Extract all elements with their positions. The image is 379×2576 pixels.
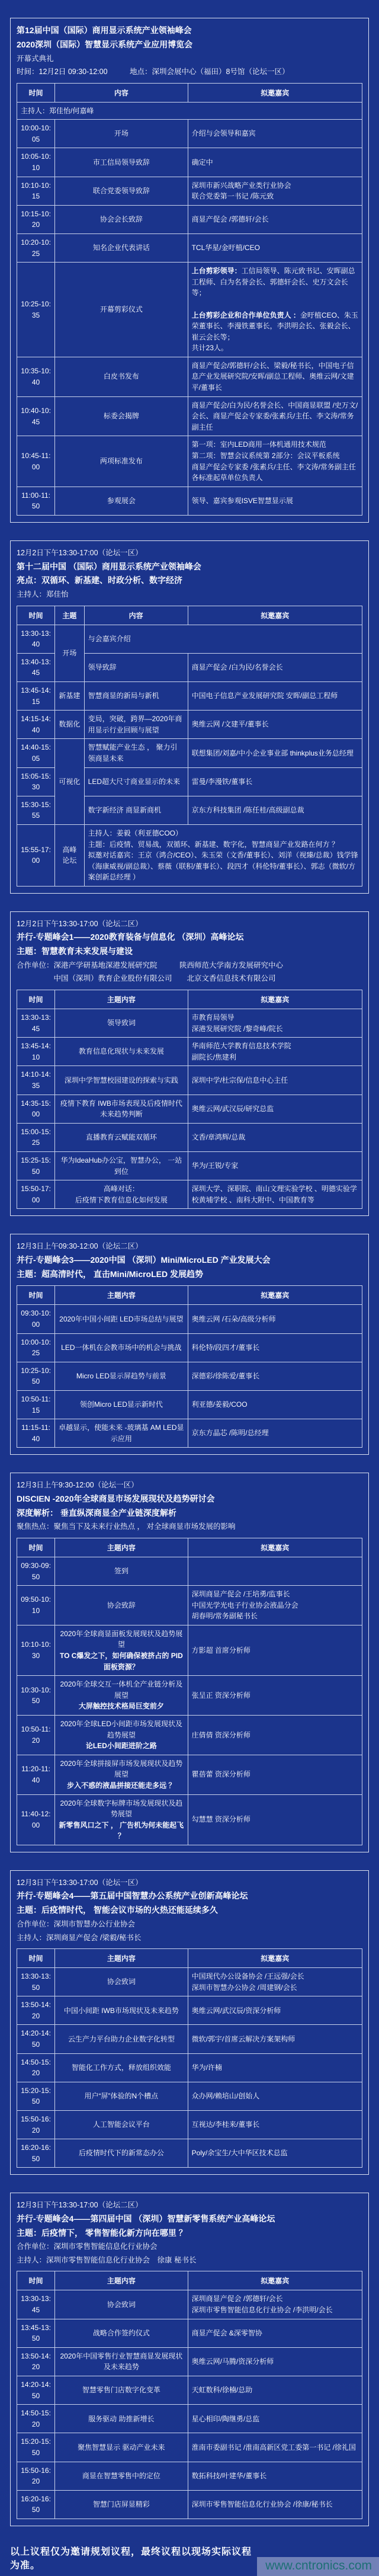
- table-cell: 深圳市新兴战略产业类行业协会 联合党委第一书记 /陈元致: [188, 177, 362, 205]
- section-header-line: 主题：后疫情时代， 智能会议市场的火热还能延续多久: [17, 1905, 218, 1915]
- table-cell: 10:35-10:40: [17, 357, 55, 396]
- section-header-line: 并行-专题峰会1——2020教育装备与信息化 （深圳）高峰论坛: [17, 932, 244, 942]
- table-cell: 14:15-14:40: [17, 711, 55, 739]
- table-cell: 高峰 论坛: [55, 824, 85, 886]
- table-cell: 14:50-15:20: [17, 2053, 55, 2082]
- table-cell: 13:30-13:45: [17, 2290, 55, 2319]
- table-cell: 13:40-13:45: [17, 653, 55, 681]
- table-cell: 华为/许楠: [188, 2053, 362, 2082]
- table-row: [17, 2025, 362, 2053]
- table-cell: 10:25-10:35: [17, 263, 55, 357]
- table-cell: 奥维云网/马腾/资深分析师: [188, 2347, 362, 2376]
- table-cell: 2020年中国零售行业智慧商显发展现状及未来趋势: [55, 2347, 188, 2376]
- table-row: [17, 1038, 362, 1066]
- table-cell: 庄倩倩 资深分析师: [188, 1716, 362, 1755]
- table-cell: 商显产促会 &深零智协: [188, 2319, 362, 2347]
- table-row: [17, 2319, 362, 2347]
- section-header-line: 第十二届中国 （国际）商用显示系统产业领袖峰会: [17, 561, 201, 571]
- table-cell: 13:45-14:10: [17, 1038, 55, 1066]
- table-row: [17, 2490, 362, 2519]
- section-panel: [10, 911, 369, 1216]
- table-cell: 瞿蓓蕾 资深分析师: [188, 1755, 362, 1794]
- agenda-table: [17, 606, 362, 887]
- column-header: 时间: [17, 1949, 55, 1968]
- table-cell: 方影超 首席分析师: [188, 1625, 362, 1675]
- column-header: 时间: [17, 990, 55, 1009]
- table-cell: 战略合作签约仪式: [55, 2319, 188, 2347]
- section-header-line: 并行-专题峰会3——2020中国 （深圳）Mini/MicroLED 产业发展大会: [17, 1255, 271, 1265]
- section-header-line: 中国（深圳）教育企业股份有限公司 北京文香信息技术有限公司: [17, 974, 276, 983]
- table-header-row: [17, 1949, 362, 1968]
- table-row: [17, 2082, 362, 2110]
- table-cell: 15:05-15:30: [17, 767, 55, 796]
- table-row: [17, 396, 362, 436]
- column-header: 主题内容: [55, 2271, 188, 2290]
- column-header: 拟邀嘉宾: [188, 1286, 362, 1305]
- column-header: 拟邀嘉宾: [188, 2271, 362, 2290]
- table-header-row: [17, 1286, 362, 1305]
- table-row: [17, 1390, 362, 1419]
- agenda-table: [17, 2271, 362, 2519]
- table-cell: 11:20-11:40: [17, 1755, 55, 1794]
- table-cell: 微软/郭宇/首席云解决方案架构师: [188, 2025, 362, 2053]
- table-row: [17, 2053, 362, 2082]
- table-cell: 中国小间距 IWB市场现状及未来趋势: [55, 1996, 188, 2025]
- table-cell: 京东方科技集团 /陈任桂/高级副总裁: [188, 796, 362, 824]
- table-cell: 知名企业代表讲话: [55, 233, 188, 262]
- table-cell: 2020年全球数字标牌市场发展现状及趋势展望 新零售风口之下 ， 广告机为何未能起飞 ？: [55, 1794, 188, 1845]
- table-row: [17, 148, 362, 177]
- table-cell: 16:20-16:50: [17, 2490, 55, 2519]
- section-header-line: DISCIEN -2020年全球商显市场发展现状及趋势研讨会: [17, 1493, 215, 1503]
- text-segment: 上台剪彩企业和合作单位负责人 ：: [191, 311, 300, 319]
- table-cell: 2020年全球拼接屏市场发展现状及趋势展望 步入不惑的液晶拼接还能走多远 ？: [55, 1755, 188, 1794]
- table-row: [17, 711, 362, 739]
- section-header-line: 主持人：深圳商显产促会 /梁毅/秘书长: [17, 1933, 142, 1942]
- column-header: 内容: [84, 606, 188, 625]
- table-cell: 领导、嘉宾参观ISVE智慧显示展: [188, 487, 362, 515]
- table-cell: 智慧零售门店数字化变革: [55, 2376, 188, 2405]
- section-panel: [10, 1870, 369, 2175]
- table-cell: 10:30-10:50: [17, 1676, 55, 1716]
- table-cell: 15:30-15:55: [17, 796, 55, 824]
- table-cell: 15:20-15:50: [17, 2433, 55, 2462]
- table-row: [17, 1794, 362, 1845]
- table-row: [17, 1419, 362, 1448]
- section-header-line: 并行-专题峰会4——第四届中国 （深圳）智慧新零售系统产业高峰论坛: [17, 2213, 275, 2223]
- table-row: [17, 1362, 362, 1390]
- column-header: 内容: [55, 83, 188, 102]
- table-cell: 09:30-09:50: [17, 1557, 55, 1585]
- section-header-line: 12月3日下午13:30-17:00（论坛二区）: [17, 2201, 143, 2210]
- table-cell: 商显产促会 /白为民/名誉会长: [188, 653, 362, 681]
- table-cell: 14:50-15:20: [17, 2405, 55, 2433]
- section-panel: [10, 18, 369, 523]
- table-header-row: [17, 1538, 362, 1557]
- table-cell: 10:40-10:45: [17, 396, 55, 436]
- table-cell: 天虹数科/徐楠/总助: [188, 2376, 362, 2405]
- table-cell: 智慧门店屏显精彩: [55, 2490, 188, 2519]
- table-cell: 中国现代办公设备协会 /王远强/会长 深圳市智慧办公协会 /周建钢/会长: [188, 1968, 362, 1996]
- table-cell: 开场: [55, 625, 85, 681]
- table-cell: 数拓科技/叶建华/董事长: [188, 2462, 362, 2490]
- table-cell: 两项标准发布: [55, 436, 188, 487]
- table-cell: 主持人：郑佳怡/何嘉峰: [17, 102, 362, 120]
- table-row: [17, 2433, 362, 2462]
- table-cell: 可视化: [55, 739, 85, 825]
- table-row: [17, 1586, 362, 1625]
- table-cell: 淮南市委副书记 /淮南高新区党工委第一书记 /徐礼国: [188, 2433, 362, 2462]
- table-cell: 09:30-10:00: [17, 1305, 55, 1333]
- table-row: [17, 2111, 362, 2139]
- table-cell: 13:30-13:40: [17, 625, 55, 653]
- section-header-line: 12月3日下午13:30-17:00（论坛一区）: [17, 1878, 143, 1887]
- table-cell: 开幕剪彩仪式: [55, 263, 188, 357]
- column-header: 时间: [17, 2271, 55, 2290]
- table-row: [17, 1557, 362, 1585]
- table-row: [17, 177, 362, 205]
- table-row: [17, 2290, 362, 2319]
- table-cell: 14:20-14:50: [17, 2376, 55, 2405]
- table-cell: 科伦特/段四才/董事长: [188, 1333, 362, 1362]
- table-cell: 15:25-15:50: [17, 1151, 55, 1180]
- table-cell: 15:50-16:20: [17, 2111, 55, 2139]
- section-header-line: 主题：后疫情下， 零售智能化新方向在哪里 ？: [17, 2228, 187, 2238]
- section-header-line: 深度解析： 垂直纵深商显全产业链深度解析: [17, 1508, 176, 1518]
- column-header: 主题内容: [55, 1286, 188, 1305]
- table-cell: 13:50-14:20: [17, 2347, 55, 2376]
- table-cell: 10:10-10:30: [17, 1625, 55, 1675]
- table-row: [17, 1180, 362, 1209]
- table-cell: 服务驱动 助推新增长: [55, 2405, 188, 2433]
- table-row: [17, 263, 362, 357]
- table-row: [17, 1123, 362, 1151]
- table-cell: 09:50-10:10: [17, 1586, 55, 1625]
- table-row: [17, 487, 362, 515]
- table-cell: 介绍与会领导和嘉宾: [188, 120, 362, 148]
- column-header: 拟邀嘉宾: [188, 990, 362, 1009]
- section-header-line: 12月3日上午09:30-12:00（论坛二区）: [17, 1242, 143, 1251]
- table-cell: 勾慧慧 资深分析师: [188, 1794, 362, 1845]
- section-header-line: 合作单位：深港产学研基地深港发展研究院 陕西师范大学南方发展研究中心: [17, 961, 284, 969]
- table-cell: 奥维云网 /石朵/高级分析师: [188, 1305, 362, 1333]
- table-header-row: [17, 2271, 362, 2290]
- column-header: 拟邀嘉宾: [188, 1949, 362, 1968]
- table-cell: Micro LED显示屏趋势与前景: [55, 1362, 188, 1390]
- table-cell: 华南师范大学教育信息技术学院 副院长/焦建利: [188, 1038, 362, 1066]
- table-cell: 商显在智慧零售中的定位: [55, 2462, 188, 2490]
- section-header-line: 并行-专题峰会4——第五届中国智慧办公系统产业创新高峰论坛: [17, 1891, 248, 1901]
- section-panel: [10, 1473, 369, 1852]
- table-cell: 领创Micro LED显示新时代: [55, 1390, 188, 1419]
- table-cell: 直播教育云赋能双循环: [55, 1123, 188, 1151]
- table-cell: LED一体机在会教市场中的机会与挑战: [55, 1333, 188, 1362]
- table-row: [17, 2405, 362, 2433]
- table-header-row: [17, 83, 362, 102]
- table-cell: 10:20-10:25: [17, 233, 55, 262]
- table-header-row: [17, 606, 362, 625]
- table-row: [17, 1151, 362, 1180]
- table-cell: 智慧商显的新局与新机: [84, 681, 188, 710]
- table-cell: 文香/章鸿辉/总裁: [188, 1123, 362, 1151]
- section-header-line: 12月3日上午9:30-12:00（论坛一区）: [17, 1481, 139, 1490]
- table-cell: 联合党委领导致辞: [55, 177, 188, 205]
- table-header-row: [17, 990, 362, 1009]
- section-panel: [10, 1234, 369, 1455]
- table-cell: 联想集团/刘嘉/中小企业事业部 thinkplus业务总经理: [188, 739, 362, 767]
- table-cell: 教育信息化现状与未来发展: [55, 1038, 188, 1066]
- table-cell: 张呈正 资深分析师: [188, 1676, 362, 1716]
- table-cell: 10:50-11:15: [17, 1390, 55, 1419]
- table-cell: 14:40-15:05: [17, 739, 55, 767]
- table-cell: 聚焦智慧显示 驱动产业未来: [55, 2433, 188, 2462]
- table-cell: 10:05-10:10: [17, 148, 55, 177]
- table-cell: 10:45-11:00: [17, 436, 55, 487]
- table-cell: 深圳中学/杜宗保/信息中心主任: [188, 1066, 362, 1095]
- table-cell: 深圳市零售智能信息化行业协会 /徐康/秘书长: [188, 2490, 362, 2519]
- section-header-line: 主题：超高清时代， 直击Mini/MicroLED 发展趋势: [17, 1269, 203, 1279]
- table-cell: 深圳中学智慧校园建设的探索与实践: [55, 1066, 188, 1095]
- section-header-line: 合作单位：深圳市零售智能信息化行业协会: [17, 2242, 158, 2251]
- table-cell: 奥维云网/武汉辰/研究总监: [188, 1095, 362, 1123]
- table-cell: 市工信局领导致辞: [55, 148, 188, 177]
- table-row: [17, 2376, 362, 2405]
- table-cell: 用户“屏”体验的N个槽点: [55, 2082, 188, 2110]
- column-header: 拟邀嘉宾: [188, 606, 362, 625]
- table-cell: 数据化: [55, 711, 85, 739]
- table-cell: 标委会揭牌: [55, 396, 188, 436]
- table-cell: LED超大尺寸商业显示的未来: [84, 767, 188, 796]
- table-row: [17, 120, 362, 148]
- column-header: 时间: [17, 1538, 55, 1557]
- table-cell: 2020年中国小间距 LED市场总结与展望: [55, 1305, 188, 1333]
- text-segment: 上台剪彩领导：: [191, 267, 242, 276]
- table-row: [17, 1996, 362, 2025]
- section-header-line: 开幕式典礼: [17, 54, 54, 63]
- table-cell: 15:55-17:00: [17, 824, 55, 886]
- table-cell: 13:30-13:45: [17, 1009, 55, 1037]
- table-cell: 深圳大学、深职院、南山文理实验学校 、明德实验学校黄埔学校 、南科大附中、中国教育等: [188, 1180, 362, 1209]
- table-cell: 新基建: [55, 681, 85, 710]
- table-row: [17, 1716, 362, 1755]
- table-cell: 云生产力平台助力企业数字化转型: [55, 2025, 188, 2053]
- section-header-line: 亮点：双循环、新基建、时政分析、数字经济: [17, 575, 182, 585]
- footer-note: 以上议程仅为邀请规划议程，最终议程以现场实际议程为准。: [10, 2546, 252, 2571]
- table-cell: 利亚德/姜毅/COO: [188, 1390, 362, 1419]
- table-cell: 11:15-11:40: [17, 1419, 55, 1448]
- table-cell: 与会嘉宾介绍: [84, 625, 362, 653]
- table-cell: 商显产促会/郭德轩/会长、梁毅/秘书长，中国电子信息产业发展研究院/安晖/副总工程师、奥维云网/文建平/董事长: [188, 357, 362, 396]
- table-cell: 2020年全球交互一体机全产业链分析及展望 大屏触控技术格局巨变前夕: [55, 1676, 188, 1716]
- section-header-line: 主持人：郑佳怡: [17, 590, 69, 599]
- table-cell: 签到: [55, 1557, 188, 1585]
- table-row: [17, 233, 362, 262]
- agenda-table: [17, 1285, 362, 1448]
- table-row: [17, 2462, 362, 2490]
- table-cell: 13:45-14:15: [17, 681, 55, 710]
- column-header: 主题: [55, 606, 85, 625]
- table-cell: 10:50-11:20: [17, 1716, 55, 1755]
- table-row: [17, 1009, 362, 1037]
- agenda-table: [17, 1538, 362, 1845]
- table-row: [17, 436, 362, 487]
- table-cell: 确定中: [188, 148, 362, 177]
- table-row: [17, 1305, 362, 1333]
- table-cell: 14:35-15:00: [17, 1095, 55, 1123]
- table-cell: 协会会长致辞: [55, 205, 188, 233]
- table-cell: 15:20-15:50: [17, 2082, 55, 2110]
- table-cell: 星心相印/陶继勇/总监: [188, 2405, 362, 2433]
- table-cell: 智慧赋能产业生态 ， 聚力引领商显未来: [84, 739, 188, 767]
- text-segment: 工信局领导、陈元致书记、安晖副总工程师、白为名誉会长、郭德轩会长、史万文会长等；: [191, 267, 355, 297]
- table-row: [17, 1066, 362, 1095]
- watermark-link[interactable]: www.cntronics.com: [257, 2557, 379, 2576]
- section-header-line: 聚焦热点：聚焦当下及未来行业热点 ， 对全球商显市场发展的影响: [17, 1522, 236, 1531]
- table-cell: 众办网/赖培山/创始人: [188, 2082, 362, 2110]
- table-cell: 人工智能会议平台: [55, 2111, 188, 2139]
- table-cell: 数字新经济 商显新商机: [84, 796, 188, 824]
- section-panel: [10, 540, 369, 894]
- table-row: [17, 824, 362, 886]
- table-cell: 10:10-10:15: [17, 177, 55, 205]
- table-cell: 13:45-13:50: [17, 2319, 55, 2347]
- column-header: 时间: [17, 83, 55, 102]
- footer: [0, 2544, 379, 2576]
- table-cell: 协会致词: [55, 2290, 188, 2319]
- table-cell: 主持人：姜毅（利亚德COO） 主题：后疫情、贸易战，双循环、新基建、数字化，智慧商显产业发路在何方 ？ 拟邀对话嘉宾：王京（鸿合/CEO）、朱玉荣（文香/董事长）、刘洋（视臻/总裁）钱学锋（海康威视/副总裁）、蔡薇（联积/董事长）、段四才（科伦特/董事长）、郭志（微软/方案创新总经理 ）: [84, 824, 362, 886]
- table-row: [17, 1755, 362, 1794]
- table-cell: 11:40-12:00: [17, 1794, 55, 1845]
- agenda-table: [17, 1948, 362, 2168]
- section-header-line: 12月2日下午13:30-17:00（论坛二区）: [17, 919, 143, 928]
- table-cell: 14:10-14:35: [17, 1066, 55, 1095]
- table-cell: 开场: [55, 120, 188, 148]
- table-cell: 智能化工作方式，释放组织效能: [55, 2053, 188, 2082]
- sections: [10, 18, 369, 2526]
- section-header-line: 主题：智慧教育未来发展与建设: [17, 946, 133, 956]
- table-cell: 10:25-10:50: [17, 1362, 55, 1390]
- table-row: [17, 1095, 362, 1123]
- column-header: 时间: [17, 606, 55, 625]
- table-cell: 2020年全球商显面板发展现状及趋势展望 TO C爆发之下，如何确保被挤占的 PID面板资源？: [55, 1625, 188, 1675]
- table-cell: 奥维云网/武汉辰/资深分析师: [188, 1996, 362, 2025]
- section-header-line: 12月2日下午13:30-17:00（论坛一区）: [17, 549, 143, 557]
- table-row: [17, 625, 362, 653]
- table-cell: 华为/王锐/专家: [188, 1151, 362, 1180]
- table-cell: 13:50-14:20: [17, 1996, 55, 2025]
- section-header-line: 主持人：深圳市零售智能信息化行业协会 徐康 秘书长: [17, 2255, 197, 2264]
- table-cell: 中国电子信息产业发展研究院 安晖/副总工程师: [188, 681, 362, 710]
- agenda-table: [17, 83, 362, 516]
- table-cell: Poly/余宝生/大中华区技术总监: [188, 2139, 362, 2168]
- table-cell: 16:20-16:50: [17, 2139, 55, 2168]
- table-cell: 领导致辞: [84, 653, 188, 681]
- table-row: [17, 2347, 362, 2376]
- table-cell: 15:50-16:20: [17, 2462, 55, 2490]
- table-cell: 后疫情时代下的新常态办公: [55, 2139, 188, 2168]
- text-segment: 金旴植CEO、朱玉荣董事长、李漫铁董事长，李洪明会长、张毅会长、崔云会长等；: [191, 311, 358, 341]
- table-cell: 深圳商显产促会 /王培勇/监事长 中国光学光电子行业协会液晶分会 胡春明/常务副秘书长: [188, 1586, 362, 1625]
- table-row: [17, 102, 362, 120]
- agenda-table: [17, 990, 362, 1209]
- section-header-line: 第12届中国（国际）商用显示系统产业领袖峰会: [17, 25, 192, 35]
- table-row: [17, 205, 362, 233]
- table-cell: 疫情下教育 IWB市场表现及后疫情时代未来趋势判断: [55, 1095, 188, 1123]
- table-cell: 市教育局领导 深港发展研究院 /黎奇峰/院长: [188, 1009, 362, 1037]
- table-cell: 商显产促会/白为民/名誉会长、中国商显联盟 /史万文/会长、商显产促会专家委/张素兵/主任、李文涛/常务副主任: [188, 396, 362, 436]
- table-cell: 14:20-14:50: [17, 2025, 55, 2053]
- column-header: 拟邀嘉宾: [188, 1538, 362, 1557]
- table-cell: 高峰对话： 后疫情下教育信息化如何发展: [55, 1180, 188, 1209]
- table-cell: 15:00-15:25: [17, 1123, 55, 1151]
- column-header: 拟邀嘉宾: [188, 83, 362, 102]
- table-cell: 第一项：室内LED商用一体机通用技术规范 第二项：智慧会议系统第 2部分：会议平板系统 商显产促会专家委 /张素兵/主任、李文涛/常务副主任 各标准起草单位负责人: [188, 436, 362, 487]
- table-cell: 15:50-17:00: [17, 1180, 55, 1209]
- column-header: 时间: [17, 1286, 55, 1305]
- table-cell: 上台剪彩领导：工信局领导、陈元致书记、安晖副总工程师、白为名誉会长、郭德轩会长、史万文会长等； 上台剪彩企业和合作单位负责人 ：金旴植CEO、朱玉荣董事长、李漫铁董事长，李洪明会长、张毅会长、崔云会长等； 共计23人。: [188, 263, 362, 357]
- table-cell: 变局，突破，跨界—2020年商用显示行业回顾与展望: [84, 711, 188, 739]
- table-cell: 深圳商显产促会 /郭德轩/会长 深圳市零售智能信息化行业协会 /李洪明/会长: [188, 2290, 362, 2319]
- table-cell: 11:00-11:50: [17, 487, 55, 515]
- table-cell: 2020年全球LED小间距市场发展现状及趋势展望 论LED小间距进阶之路: [55, 1716, 188, 1755]
- table-cell: 13:30-13:50: [17, 1968, 55, 1996]
- column-header: 主题内容: [55, 1538, 188, 1557]
- table-row: [17, 739, 362, 767]
- table-cell: 奥维云网 /文建平/董事长: [188, 711, 362, 739]
- table-cell: 雷曼/李漫铁/董事长: [188, 767, 362, 796]
- table-cell: 商显产促会 /郭德轩/会长: [188, 205, 362, 233]
- table-cell: 10:00-10:05: [17, 120, 55, 148]
- column-header: 主题内容: [55, 990, 188, 1009]
- section-header-line: 合作单位：深圳市智慧办公行业协会: [17, 1920, 136, 1929]
- table-row: [17, 357, 362, 396]
- section-header-line: 2020深圳（国际）智慧显示系统产业应用博览会: [17, 39, 193, 49]
- table-cell: 互视达/李桂来/董事长: [188, 2111, 362, 2139]
- column-header: 主题内容: [55, 1949, 188, 1968]
- table-row: [17, 1333, 362, 1362]
- section-panel: [10, 2193, 369, 2526]
- table-cell: TCL华星/金旴植/CEO: [188, 233, 362, 262]
- table-row: [17, 1676, 362, 1716]
- table-cell: 深德彩/徐陈爱/董事长: [188, 1362, 362, 1390]
- table-cell: 协会致词: [55, 1968, 188, 1996]
- table-cell: 协会致辞: [55, 1586, 188, 1625]
- table-row: [17, 2139, 362, 2168]
- table-row: [17, 1625, 362, 1675]
- table-cell: [188, 1557, 362, 1585]
- table-cell: 10:15-10:20: [17, 205, 55, 233]
- table-cell: 京东方晶芯 /陈明/总经理: [188, 1419, 362, 1448]
- table-cell: 白皮书发布: [55, 357, 188, 396]
- table-cell: 10:00-10:25: [17, 1333, 55, 1362]
- table-cell: 参观展会: [55, 487, 188, 515]
- table-cell: 领导致词: [55, 1009, 188, 1037]
- table-row: [17, 681, 362, 710]
- table-row: [17, 1968, 362, 1996]
- table-cell: 卓越显示，使能未来 -玻璃基 AM LED显示应用: [55, 1419, 188, 1448]
- table-cell: 华为IdeaHub办公宝，智慧办公， 一站到位: [55, 1151, 188, 1180]
- section-header-line: 时间：12月2日 09:30-12:00 地点：深圳会展中心（福田）8号馆（论坛一区）: [17, 68, 290, 76]
